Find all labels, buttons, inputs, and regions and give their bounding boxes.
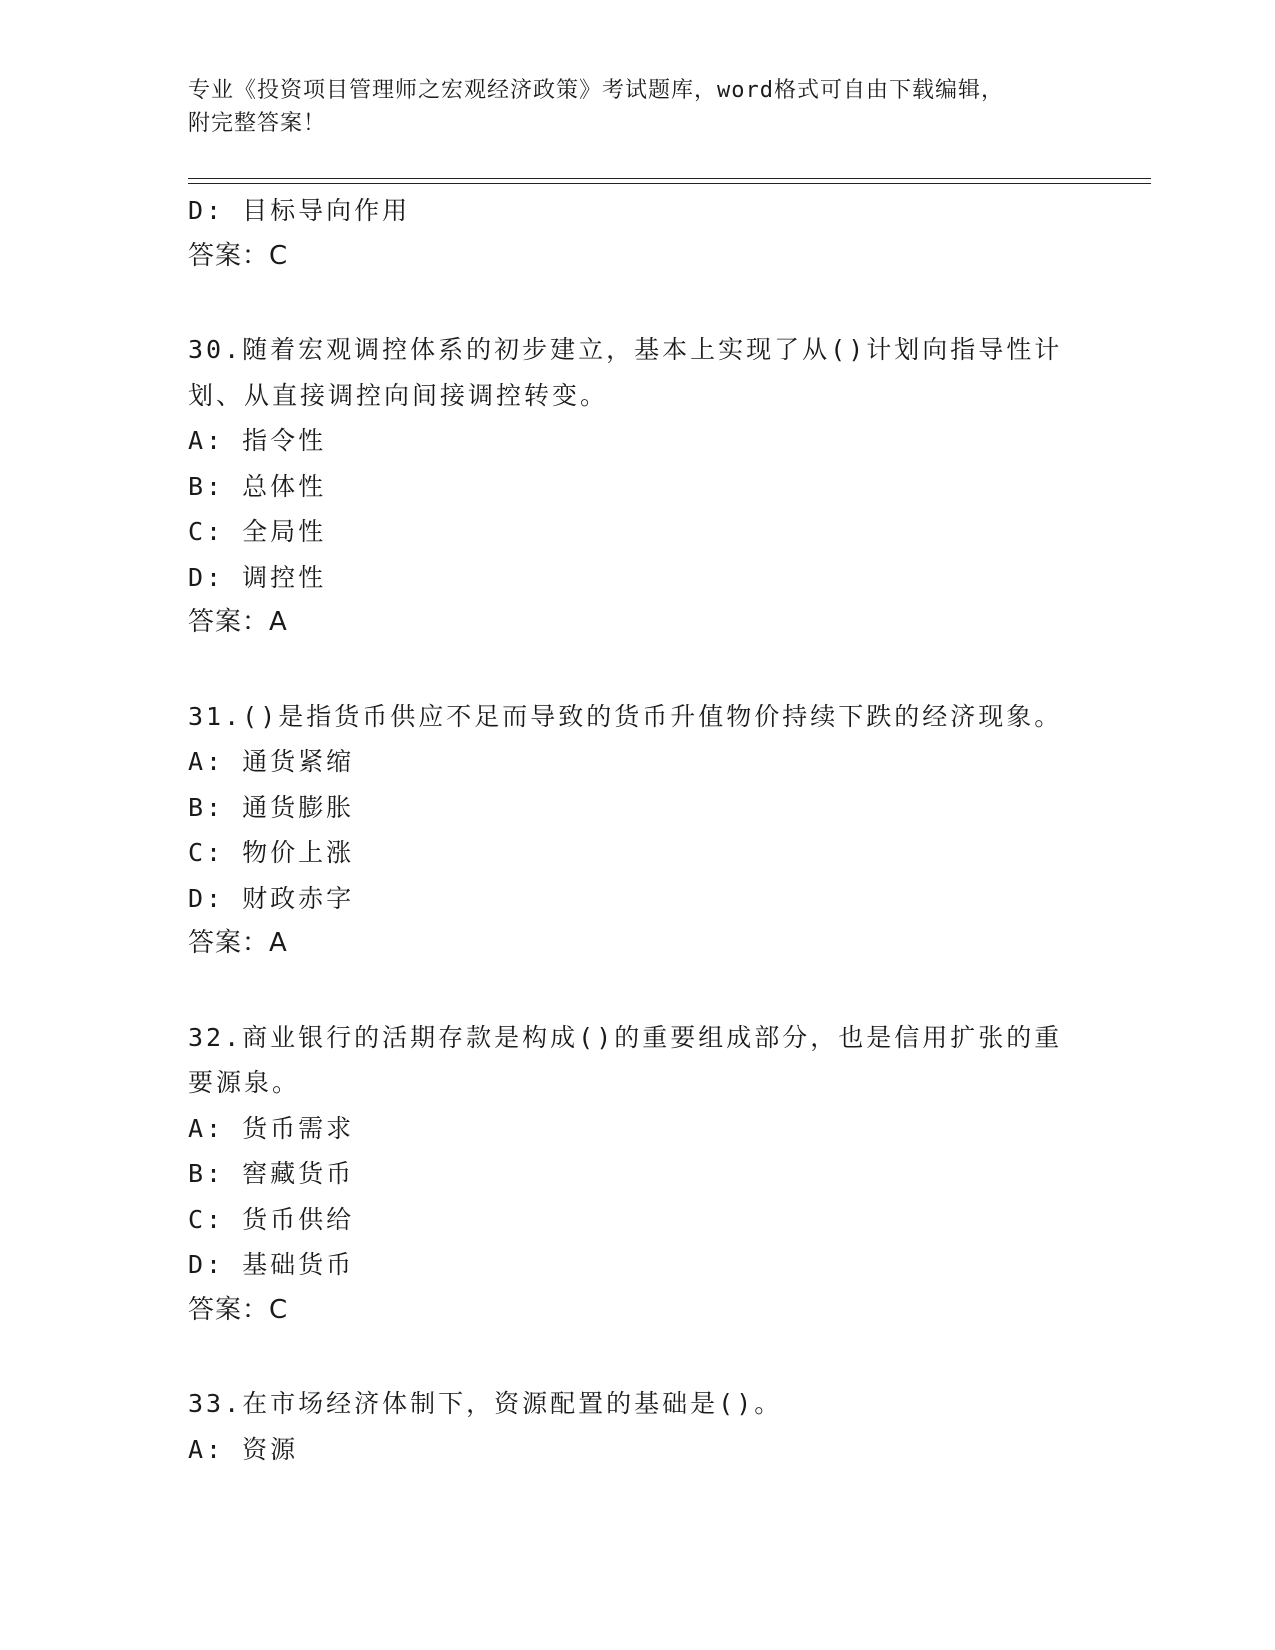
option-b: B: 通货膨胀: [188, 792, 355, 822]
prev-answer: 答案：C: [188, 240, 289, 271]
answer: 答案：A: [188, 607, 288, 637]
option-c: C: 货币供给: [188, 1204, 355, 1234]
option-c: C: 物价上涨: [188, 838, 355, 867]
question-33: [188, 1381, 1088, 1472]
question-32: [188, 1015, 1088, 1334]
question-30: [188, 327, 1088, 646]
header-line-1: 专业《投资项目管理师之宏观经济政策》考试题库，word格式可自由下载编辑，: [188, 78, 1004, 103]
option-b: B: 总体性: [188, 471, 327, 501]
question-stem-cont: 划、从直接调控向间接调控转变。: [188, 380, 609, 410]
question-stem: 33.在市场经济体制下，资源配置的基础是()。: [188, 1389, 783, 1418]
question-stem-cont: 要源泉。: [188, 1068, 301, 1097]
option-a: A: 资源: [188, 1434, 299, 1464]
question-list: [188, 188, 1088, 1472]
header-divider-top: [188, 178, 1151, 179]
option-d: D: 基础货币: [188, 1250, 355, 1279]
option-a: A: 通货紧缩: [188, 747, 355, 776]
prev-option-d: D: 目标导向作用: [188, 196, 411, 225]
answer: 答案：A: [188, 928, 288, 958]
question-stem: 31.()是指货币供应不足而导致的货币升值物价持续下跌的经济现象。: [188, 701, 1063, 731]
option-a: A: 货币需求: [188, 1113, 355, 1143]
header-divider-bottom: [188, 183, 1151, 184]
document-header: [188, 74, 1068, 140]
option-d: D: 财政赤字: [188, 883, 355, 913]
option-c: C: 全局性: [188, 517, 327, 546]
question-stem: 32.商业银行的活期存款是构成()的重要组成部分，也是信用扩张的重: [188, 1022, 1063, 1052]
question-31: [188, 694, 1088, 967]
option-b: B: 窖藏货币: [188, 1159, 355, 1188]
option-d: D: 调控性: [188, 562, 327, 592]
header-line-2: 附完整答案！: [188, 111, 327, 136]
option-a: A: 指令性: [188, 426, 327, 455]
question-stem: 30.随着宏观调控体系的初步建立，基本上实现了从()计划向指导性计: [188, 335, 1063, 364]
answer: 答案：C: [188, 1294, 289, 1325]
